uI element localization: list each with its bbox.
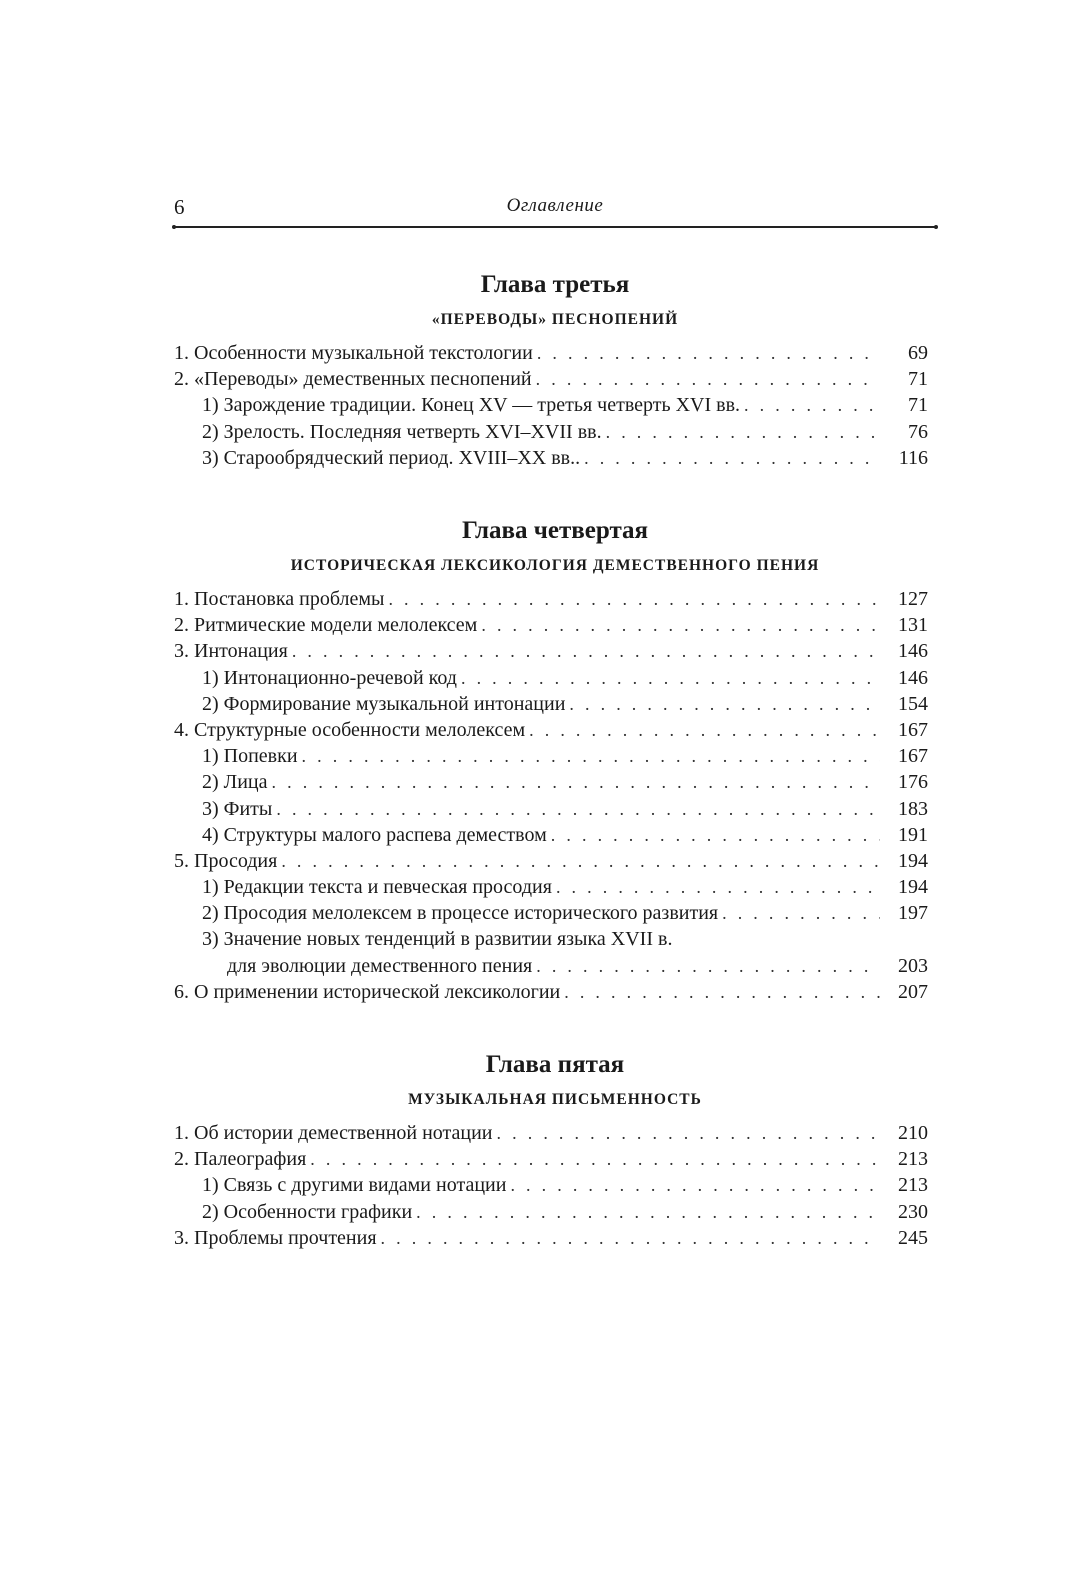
toc-entry[interactable] (174, 717, 936, 743)
toc-subentry[interactable] (174, 445, 936, 471)
toc-subentry[interactable] (174, 796, 936, 822)
toc-subentry[interactable] (174, 926, 936, 952)
toc-entry[interactable] (174, 979, 936, 1005)
toc-entry-title: 3) Старообрядческий период. XVIII–XX вв.. (202, 446, 581, 469)
dot-leader (744, 392, 880, 418)
dot-leader (510, 1172, 880, 1198)
toc-subentry[interactable] (174, 392, 936, 418)
dot-leader (722, 900, 880, 926)
chapter-title: Глава пятая (485, 1051, 625, 1078)
toc-entry-page: 203 (898, 954, 928, 977)
toc-entry-title: 1) Интонационно-речевой код (202, 666, 457, 689)
dot-leader (272, 769, 880, 795)
dot-leader (529, 717, 880, 743)
header-rule (174, 226, 936, 228)
toc-subentry[interactable] (174, 1199, 936, 1225)
toc-entry[interactable] (174, 638, 936, 664)
toc-subentry[interactable] (174, 874, 936, 900)
chapter-3 (174, 270, 936, 471)
chapter-subtitle: «ПЕРЕВОДЫ» ПЕСНОПЕНИЙ (431, 311, 679, 328)
toc-entry[interactable] (174, 612, 936, 638)
dot-leader (497, 1120, 880, 1146)
toc-subentry[interactable] (174, 769, 936, 795)
toc-subentry-continuation[interactable] (174, 953, 936, 979)
toc-list (174, 1120, 936, 1251)
toc-entry[interactable] (174, 848, 936, 874)
running-title: Оглавление (506, 195, 604, 216)
toc-list (174, 586, 936, 1005)
toc-entry-page: 207 (898, 980, 928, 1003)
toc-entry-page: 167 (898, 745, 928, 768)
toc-entry-title: 1. Особенности музыкальной текстологии (174, 342, 533, 364)
toc-entry-page: 176 (898, 771, 928, 794)
dot-leader (281, 848, 880, 874)
toc-entry-title: 2) Просодия мелолексем в процессе исторического развития (202, 902, 719, 925)
toc-entry-page: 154 (898, 692, 928, 715)
toc-entry-title: 2. Ритмические модели мелолексем (174, 614, 478, 637)
toc-entry-page: 245 (898, 1226, 928, 1249)
dot-leader (556, 874, 880, 900)
toc-entry-title: 2) Зрелость. Последняя четверть XVI–XVII вв. (202, 420, 602, 443)
chapter-subtitle: ИСТОРИЧЕСКАЯ ЛЕКСИКОЛОГИЯ ДЕМЕСТВЕННОГО ПЕНИЯ (290, 557, 820, 574)
toc-subentry[interactable] (174, 900, 936, 926)
dot-leader (551, 822, 880, 848)
toc-entry-title: 2) Формирование музыкальной интонации (202, 692, 566, 715)
toc-entry-page: 183 (898, 797, 928, 820)
toc-entry-page: 191 (898, 823, 928, 846)
dot-leader (481, 612, 880, 638)
dot-leader (292, 638, 880, 664)
toc-entry-title: 1. Об истории демественной нотации (174, 1122, 493, 1144)
dot-leader (536, 953, 880, 979)
toc-entry-title: 3) Фиты (202, 797, 273, 820)
toc-entry-page: 230 (898, 1200, 928, 1223)
toc-subentry[interactable] (174, 665, 936, 691)
dot-leader (381, 1225, 880, 1251)
toc-entry-page: 213 (898, 1174, 928, 1197)
chapter-subtitle: МУЗЫКАЛЬНАЯ ПИСЬМЕННОСТЬ (408, 1091, 702, 1108)
toc-entry-title: 2. «Переводы» демественных песнопений (174, 368, 532, 391)
toc-entry[interactable] (174, 1225, 936, 1251)
toc-entry-page: 76 (908, 420, 928, 443)
toc-subentry[interactable] (174, 691, 936, 717)
dot-leader (388, 586, 880, 612)
toc-entry-title: 3. Интонация (174, 640, 288, 663)
toc-entry[interactable] (174, 1146, 936, 1172)
dot-leader (564, 979, 880, 1005)
toc-subentry[interactable] (174, 822, 936, 848)
toc-entry-page: 71 (908, 368, 928, 391)
toc-entry-page: 71 (908, 394, 928, 417)
toc-entry-title: 1) Зарождение традиции. Конец XV — третья четверть XVI вв. (202, 394, 741, 417)
dot-leader (536, 366, 880, 392)
toc-entry-page: 146 (898, 640, 928, 663)
toc-entry[interactable] (174, 586, 936, 612)
dot-leader (537, 340, 880, 366)
toc-entry-title: 5. Просодия (174, 849, 278, 872)
toc-entry-page: 69 (908, 342, 928, 364)
toc-entry-title: 3) Значение новых тенденций в развитии языка XVII в. (202, 928, 673, 951)
toc-entry-page: 116 (898, 446, 928, 469)
toc-list (174, 340, 936, 471)
chapter-title: Глава четвертая (461, 517, 649, 544)
toc-entry-page: 194 (898, 876, 928, 899)
toc-entry-title: 1) Связь с другими видами нотации (202, 1174, 507, 1197)
chapter-title: Глава третья (480, 271, 630, 298)
dot-leader (569, 691, 880, 717)
toc-entry-title: 2. Палеография (174, 1148, 307, 1171)
toc-subentry[interactable] (174, 419, 936, 445)
toc-entry-page: 167 (898, 718, 928, 741)
toc-entry-title: 3. Проблемы прочтения (174, 1226, 377, 1249)
dot-leader (310, 1146, 880, 1172)
dot-leader (276, 796, 880, 822)
toc-entry-page: 213 (898, 1148, 928, 1171)
toc-entry[interactable] (174, 366, 936, 392)
toc-entry-title: 1) Попевки (202, 745, 298, 768)
toc-entry-title: 2) Лица (202, 771, 268, 794)
dot-leader (461, 665, 880, 691)
toc-subentry[interactable] (174, 743, 936, 769)
chapter-5 (174, 1050, 936, 1251)
toc-entry-title: 4. Структурные особенности мелолексем (174, 718, 526, 741)
dot-leader (584, 445, 880, 471)
toc-entry-page: 194 (898, 849, 928, 872)
toc-entry-title: для эволюции демественного пения (227, 954, 533, 977)
toc-entry-title: 4) Структуры малого распева демеством (202, 823, 547, 846)
toc-entry-title: 1) Редакции текста и певческая просодия (202, 876, 552, 899)
toc-entry-page: 146 (898, 666, 928, 689)
toc-entry[interactable] (174, 340, 936, 366)
dot-leader (606, 419, 880, 445)
toc-entry[interactable] (174, 1120, 936, 1146)
dot-leader (416, 1199, 880, 1225)
page-number: 6 (174, 195, 185, 219)
toc-entry-title: 1. Постановка проблемы (174, 588, 385, 610)
dot-leader (302, 743, 880, 769)
toc-entry-title: 2) Особенности графики (202, 1200, 413, 1223)
toc-entry-title: 6. О применении исторической лексикологии (174, 980, 561, 1003)
toc-entry-page: 131 (898, 614, 928, 637)
toc-entry-page: 127 (898, 588, 928, 610)
toc-entry-page: 197 (898, 902, 928, 925)
page-header (174, 195, 936, 231)
toc-entry-page: 210 (898, 1122, 928, 1144)
toc-subentry[interactable] (174, 1172, 936, 1198)
chapter-4 (174, 516, 936, 1005)
